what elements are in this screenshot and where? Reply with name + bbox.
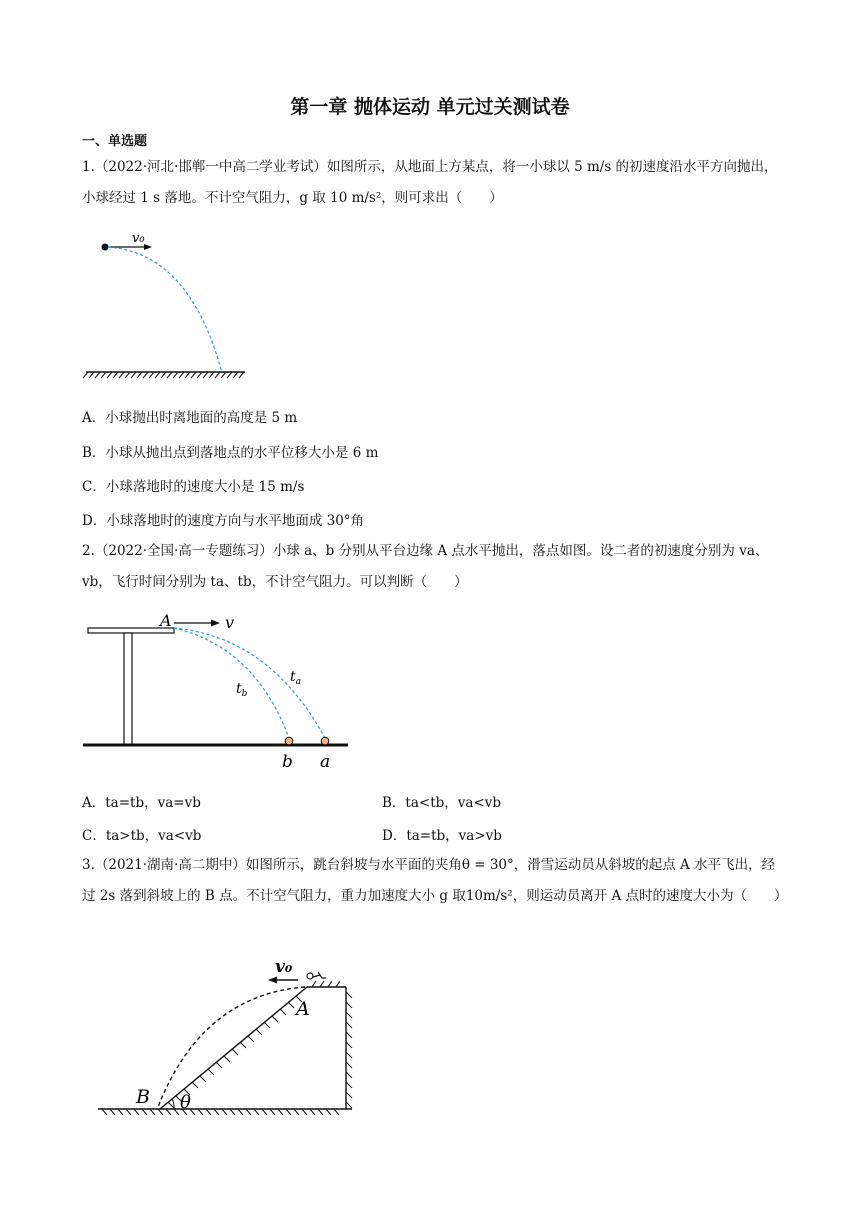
ball-b-label: b — [282, 752, 293, 772]
q2-option-c[interactable]: C．ta>tb，va<vb — [82, 828, 202, 844]
skier-icon — [307, 973, 313, 979]
q2-option-b[interactable]: B．ta<tb，va<vb — [382, 795, 502, 811]
question-3-figure — [92, 950, 367, 1125]
question-2-figure — [80, 607, 360, 777]
question-1-text: 1.（2022·河北·邯郸一中高二学业考试）如图所示，从地面上方某点，将一小球以 5 m/s 的初速度沿水平方向抛出，小球经过 1 s 落地。不计空气阻力，g 取 10 m/s²，则可求出（ ） — [82, 159, 778, 206]
q1-option-a[interactable]: A．小球抛出时离地面的高度是 5 m — [82, 410, 298, 426]
v-label: v — [225, 613, 235, 632]
section-heading: 一、单选题 — [82, 134, 148, 149]
page-title: 第一章 抛体运动 单元过关测试卷 — [290, 96, 570, 118]
question-1-figure — [80, 225, 250, 385]
v0-label: v₀ — [132, 231, 145, 246]
ball-a — [321, 737, 329, 745]
v0-label: v₀ — [275, 957, 293, 977]
question-3-text: 3.（2021·湖南·高二期中）如图所示，跳台斜坡与水平面的夹角θ = 30°，滑雪运动员从斜坡的起点 A 水平飞出，经过 2s 落到斜坡上的 B 点。不计空气阻力，重力加速度大小 g 取10m/s²，则运动员离开 A 点时的速度大小为（ ） — [82, 857, 788, 904]
trajectory — [108, 247, 222, 373]
ball-b — [285, 737, 293, 745]
theta-label: θ — [180, 1092, 191, 1113]
tb-label: $t_b$ — [236, 681, 248, 699]
point-b-label: B — [136, 1086, 150, 1108]
ground-hatch — [83, 372, 244, 378]
slope-line — [160, 987, 307, 1109]
q1-option-d[interactable]: D．小球落地时的速度方向与水平地面成 30°角 — [82, 513, 365, 529]
question-2-text: 2.（2022·全国·高一专题练习）小球 a、b 分别从平台边缘 A 点水平抛出，落点如图。设二者的初速度分别为 va、vb，飞行时间分别为 ta、tb，不计空气阻力。可以判断（ ） — [82, 543, 769, 590]
trajectory-b — [174, 628, 289, 738]
q1-option-c[interactable]: C．小球落地时的速度大小是 15 m/s — [82, 479, 305, 495]
point-a-label: A — [296, 998, 310, 1020]
ball-a-label: a — [320, 752, 331, 772]
ball — [102, 244, 109, 251]
trajectory — [158, 987, 305, 1107]
trajectory-a — [174, 628, 325, 738]
platform-post — [124, 633, 132, 745]
q1-option-b[interactable]: B．小球从抛出点到落地点的水平位移大小是 6 m — [82, 445, 379, 461]
point-a-label: A — [160, 611, 172, 630]
q2-option-a[interactable]: A．ta=tb，va=vb — [82, 795, 201, 811]
ta-label: $t_a$ — [290, 669, 302, 687]
q2-option-d[interactable]: D．ta=tb，va>vb — [382, 828, 502, 844]
ground-hatch — [102, 1109, 339, 1115]
